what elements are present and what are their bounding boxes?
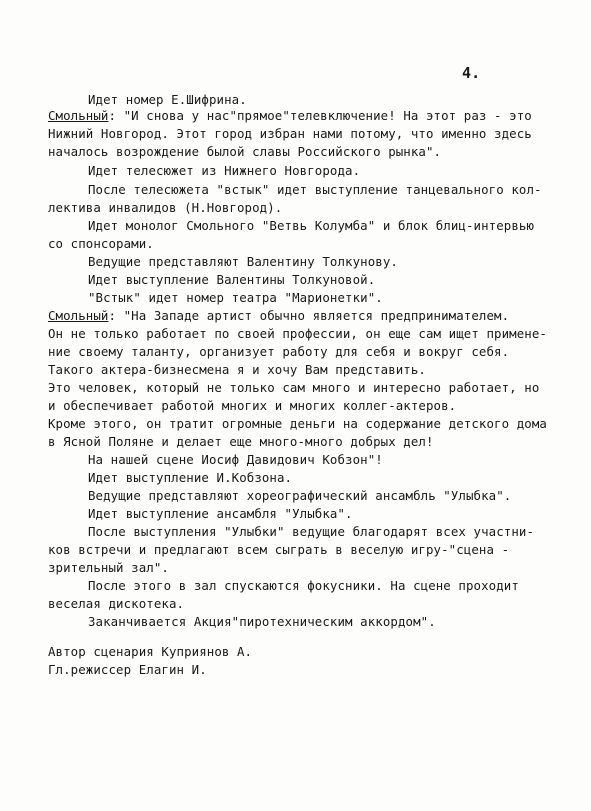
text-line: началось возрождение былой славы Российского рынка". [48,144,442,159]
text-line: Ведущие представляют Валентину Толкунову. [88,254,398,269]
text-line: ние своему таланту, организует работу для себя и вокруг себя. [48,344,510,359]
text-line: Идет выступление ансамбля "Улыбка". [88,506,353,521]
text-line: После выступления "Улыбки" ведущие благодарят всех участни- [88,524,535,539]
text-line: Это человек, который не только сам много и интересно работает, но [48,380,540,395]
speaker-name: Смольный [48,308,109,323]
text-line: Смольный: "На Западе артист обычно является предпринимателем. [48,308,510,323]
text-line: После этого в зал спускаются фокусники. На сцене проходит [88,578,519,593]
text-line: ков встречи и предлагают всем сыграть в веселую игру-"сцена - [48,542,510,557]
text-line: "Встык" идет номер театра "Марионетки". [88,290,383,305]
text-line: Кроме этого, он тратит огромные деньги на содержание детского дома [48,416,547,431]
text-line: Идет номер Е.Шифрина. [88,92,247,107]
text-line: Идет телесюжет из Нижнего Новгорода. [88,163,361,178]
author-line: Автор сценария Куприянов А. [48,644,253,659]
text-line: лектива инвалидов (Н.Новгород). [48,200,283,215]
text-line: Нижний Новгород. Этот город избран нами потому, что именно здесь [48,126,532,141]
text-line: со спонсорами. [48,236,154,251]
text-line: Такого актера-бизнесмена я и хочу Вам представить. [48,362,426,377]
text-line: в Ясной Поляне и делает еще много-много добрых дел! [48,434,434,449]
text-line: и обеспечивает работой многих и многих коллег-актеров. [48,398,457,413]
text-line: Ведущие представляют хореографический ансамбль "Улыбка". [88,488,512,503]
text-line: Он не только работает по своей профессии, он еще сам ищет примене- [48,326,547,341]
text-line: Смольный: "И снова у нас"прямое"телевключение! На этот раз - это [48,108,532,123]
text-line: После телесюжета "встык" идет выступление танцевального кол- [88,182,542,197]
speaker-name: Смольный [48,108,109,123]
text-line: Идет выступление И.Кобзона. [88,470,293,485]
text-line: веселая дискотека. [48,596,185,611]
director-line: Гл.режиссер Елагин И. [48,662,207,677]
text-line: зрительный зал". [48,560,169,575]
text-line: Заканчивается Акция"пиротехническим аккордом". [88,614,436,629]
text-line: Идет выступление Валентины Толкуновой. [88,272,376,287]
text-line: На нашей сцене Иосиф Давидович Кобзон"! [88,452,383,467]
page-number: 4. [462,64,481,82]
text-line: Идет монолог Смольного "Ветвь Колумба" и блок блиц-интервью [88,218,535,233]
